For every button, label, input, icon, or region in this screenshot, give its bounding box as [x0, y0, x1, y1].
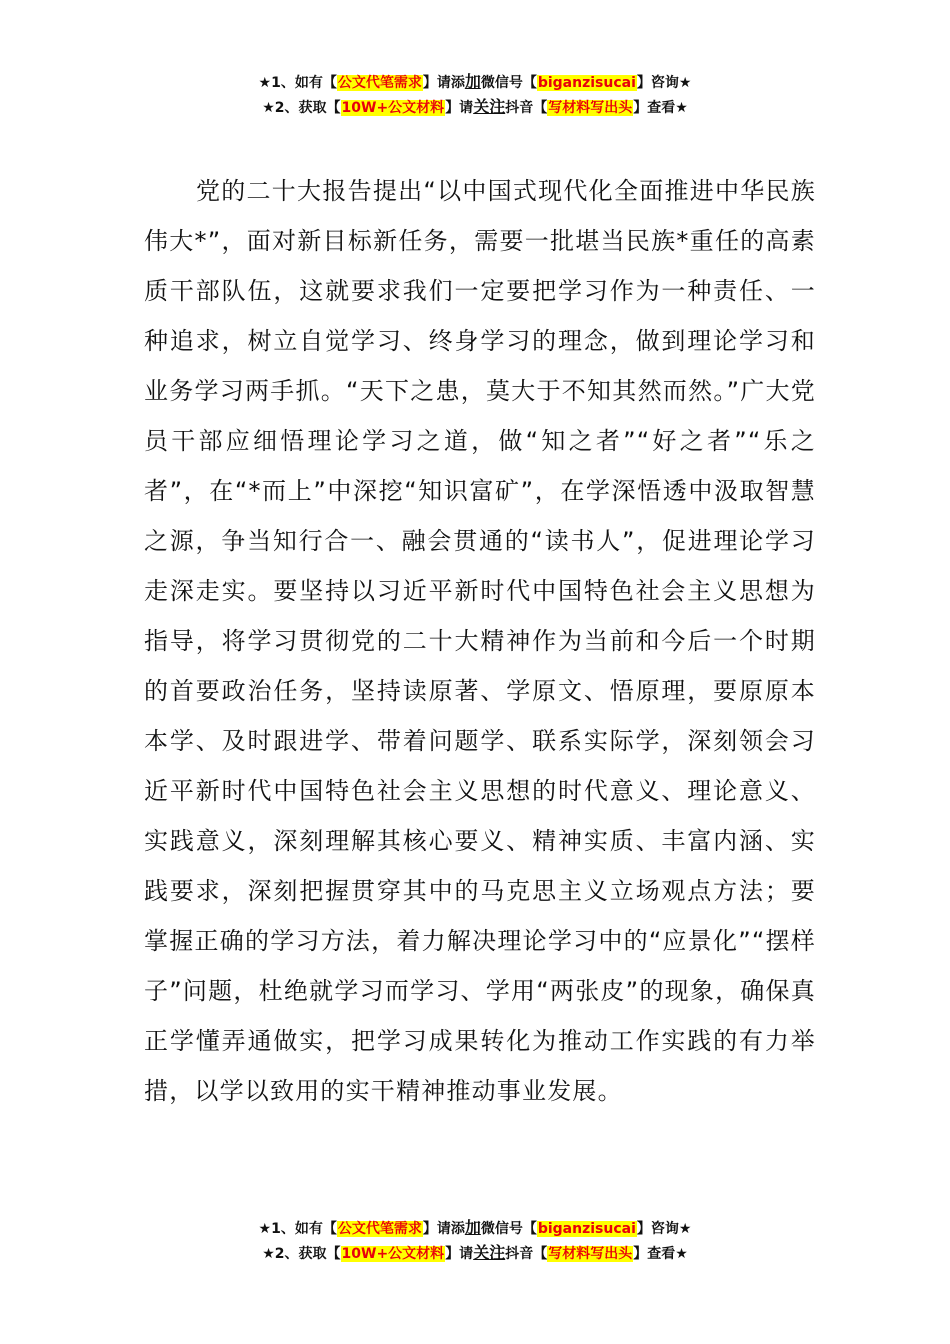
highlight-service: 公文代笔需求 — [337, 1221, 422, 1237]
banner-emphasis: 加 — [464, 72, 481, 91]
banner-text: ★2、获取【 — [262, 1246, 341, 1262]
banner-text: ★1、如有【 — [258, 75, 337, 91]
banner-emphasis: 关注 — [473, 97, 506, 116]
banner-text: ★2、获取【 — [262, 100, 341, 116]
highlight-douyin: 写材料写出头 — [548, 100, 633, 116]
banner-text: 】咨询★ — [636, 1221, 692, 1237]
banner-text: 抖音【 — [505, 100, 548, 116]
banner-text: 】查看★ — [633, 1246, 688, 1262]
banner-text: 微信号【 — [480, 1221, 537, 1237]
banner-emphasis: 关注 — [473, 1243, 506, 1262]
banner-text: 】请 — [445, 1246, 474, 1262]
banner-emphasis: 加 — [464, 1218, 481, 1237]
highlight-wechat-id: biganzisucai — [537, 1221, 636, 1237]
highlight-douyin: 写材料写出头 — [548, 1246, 633, 1262]
banner-text: 】请添 — [422, 1221, 465, 1237]
banner-text: 】请 — [445, 100, 474, 116]
banner-line-2 — [0, 95, 950, 120]
banner-line-1 — [0, 1216, 950, 1241]
banner-line-2 — [0, 1241, 950, 1266]
highlight-materials: 10W+公文材料 — [341, 1246, 445, 1262]
highlight-materials: 10W+公文材料 — [341, 100, 445, 116]
footer-banner — [0, 1216, 950, 1266]
header-banner — [0, 70, 950, 120]
banner-text: 】咨询★ — [636, 75, 692, 91]
banner-line-1 — [0, 70, 950, 95]
banner-text: 微信号【 — [480, 75, 537, 91]
banner-text: 抖音【 — [505, 1246, 548, 1262]
highlight-service: 公文代笔需求 — [337, 75, 422, 91]
banner-text: ★1、如有【 — [258, 1221, 337, 1237]
banner-text: 】请添 — [422, 75, 465, 91]
highlight-wechat-id: biganzisucai — [537, 75, 636, 91]
body-paragraph: 党的二十大报告提出“以中国式现代化全面推进中华民族伟大*”，面对新目标新任务，需要一批堪当民族*重任的高素质干部队伍，这就要求我们一定要把学习作为一种责任、一种追求，树立自觉学习、终身学习的理念，做到理论学习和业务学习两手抓。“天下之患，莫大于不知其然而然。”广大党员干部应细悟理论学习之道，做“知之者”“好之者”“乐之者”，在“*而上”中深挖“知识富矿”，在学深悟透中汲取智慧之源，争当知行合一、融会贯通的“读书人”，促进理论学习走深走实。要坚持以习近平新时代中国特色社会主义思想为指导，将学习贯彻党的二十大精神作为当前和今后一个时期的首要政治任务，坚持读原著、学原文、悟原理，要原原本本学、及时跟进学、带着问题学、联系实际学，深刻领会习近平新时代中国特色社会主义思想的时代意义、理论意义、实践意义，深刻理解其核心要义、精神实质、丰富内涵、实践要求，深刻把握贯穿其中的马克思主义立场观点方法；要掌握正确的学习方法，着力解决理论学习中的“应景化”“摆样子”问题，杜绝就学习而学习、学用“两张皮”的现象，确保真正学懂弄通做实，把学习成果转化为推动工作实践的有力举措，以学以致用的实干精神推动事业发展。 — [144, 177, 816, 1105]
banner-text: 】查看★ — [633, 100, 688, 116]
